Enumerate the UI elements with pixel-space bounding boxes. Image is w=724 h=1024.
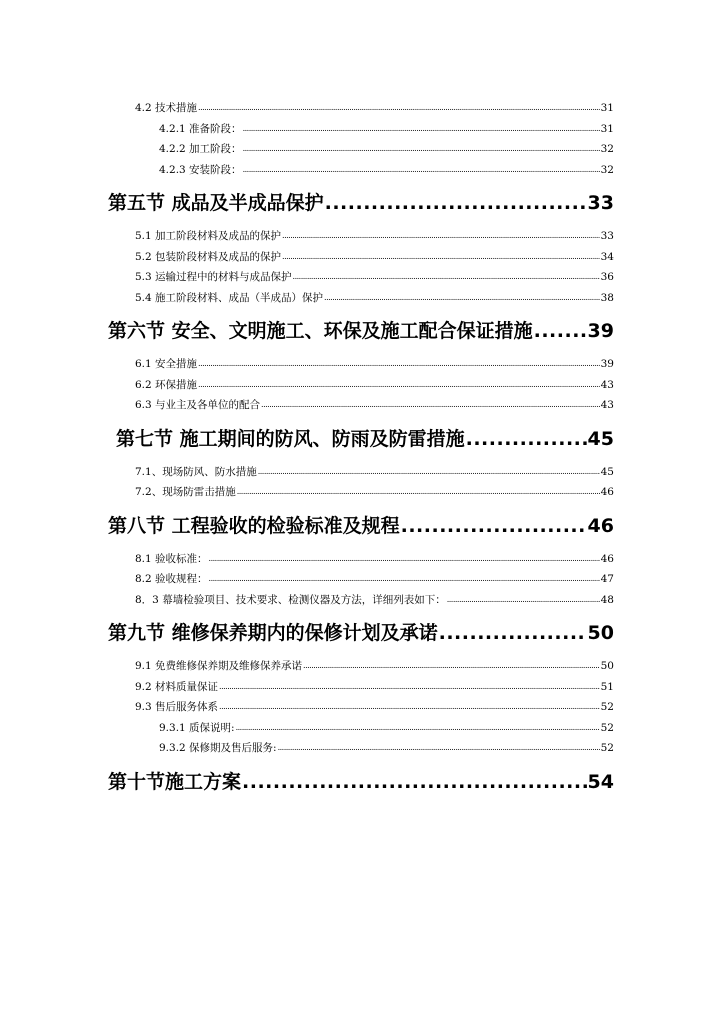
toc-dot-leader: [237, 482, 600, 503]
toc-dot-leader: [242, 765, 587, 799]
toc-page-number: 48: [600, 593, 614, 606]
toc-dot-leader: [324, 288, 600, 309]
toc-entry[interactable]: [135, 247, 614, 268]
toc-entry-label: 5.4 施工阶段材料、成品（半成品）保护: [135, 291, 324, 304]
toc-dot-leader: [209, 569, 600, 590]
toc-entry[interactable]: [135, 98, 614, 119]
toc-page-number: 46: [587, 514, 614, 537]
toc-entry-label: 第七节 施工期间的防风、防雨及防雷措施: [116, 427, 465, 450]
toc-section-heading[interactable]: [116, 422, 614, 456]
toc-entry[interactable]: [135, 395, 614, 416]
toc-entry-label: 8.1 验收标准：: [135, 552, 208, 565]
toc-page-number: 31: [600, 122, 614, 135]
toc-dot-leader: [282, 247, 600, 268]
toc-page-number: 54: [587, 770, 614, 793]
toc-entry-label: 8．3 幕墙检验项目、技术要求、检测仪器及方法，详细列表如下：: [135, 593, 446, 606]
toc-entry[interactable]: [135, 677, 614, 698]
toc-page-number: 52: [600, 701, 614, 713]
toc-page-number: 43: [600, 378, 614, 391]
toc-page-number: 47: [600, 573, 614, 585]
toc-page-number: 39: [587, 320, 614, 342]
toc-page-number: 45: [587, 427, 614, 450]
toc-entry-label: 5.1 加工阶段材料及成品的保护: [135, 230, 282, 242]
toc-entry-label: 第九节 维修保养期内的保修计划及承诺: [108, 622, 438, 644]
toc-page-number: 33: [600, 230, 614, 242]
table-of-contents: [108, 98, 614, 805]
toc-entry[interactable]: [135, 375, 614, 396]
toc-entry[interactable]: [159, 738, 614, 759]
toc-section-heading[interactable]: [108, 765, 614, 799]
toc-dot-leader: [466, 422, 587, 456]
toc-dot-leader: [219, 697, 600, 718]
toc-entry-label: 4.2.1 准备阶段：: [159, 122, 242, 135]
toc-page-number: 43: [600, 399, 614, 411]
toc-section-heading[interactable]: [108, 314, 614, 348]
toc-page-number: 51: [600, 680, 614, 693]
toc-entry-label: 5.2 包装阶段材料及成品的保护: [135, 250, 282, 263]
toc-entry-label: 9.3.2 保修期及售后服务:: [159, 742, 277, 754]
toc-entry-label: 9.3.1 质保说明:: [159, 721, 235, 734]
toc-page-number: 39: [600, 358, 614, 370]
toc-entry[interactable]: [135, 226, 614, 247]
toc-entry[interactable]: [159, 718, 614, 739]
toc-entry-label: 第十节施工方案: [108, 770, 242, 793]
toc-entry-label: 6.2 环保措施: [135, 378, 198, 391]
toc-dot-leader: [209, 549, 600, 570]
toc-section-heading[interactable]: [108, 509, 614, 543]
toc-entry-label: 4.2 技术措施: [135, 102, 198, 114]
toc-entry[interactable]: [135, 462, 614, 483]
toc-entry-label: 9.3 售后服务体系: [135, 701, 219, 713]
toc-entry[interactable]: [159, 160, 614, 181]
toc-entry[interactable]: [135, 656, 614, 677]
toc-dot-leader: [258, 462, 600, 483]
toc-dot-leader: [261, 395, 600, 416]
toc-page-number: 33: [587, 192, 614, 214]
toc-dot-leader: [534, 314, 587, 348]
toc-entry-label: 第五节 成品及半成品保护: [108, 192, 324, 214]
toc-dot-leader: [198, 354, 600, 375]
toc-entry-label: 4.2.3 安装阶段：: [159, 163, 242, 176]
toc-entry-label: 7.2、现场防雷击措施: [135, 486, 236, 498]
toc-page-number: 34: [600, 250, 614, 263]
toc-entry-label: 6.3 与业主及各单位的配合: [135, 399, 261, 411]
toc-dot-leader: [401, 509, 587, 543]
toc-dot-leader: [293, 267, 600, 288]
toc-dot-leader: [198, 375, 600, 396]
toc-dot-leader: [447, 590, 600, 611]
toc-dot-leader: [236, 718, 600, 739]
toc-entry[interactable]: [135, 288, 614, 309]
toc-entry[interactable]: [159, 119, 614, 140]
toc-dot-leader: [278, 738, 600, 759]
toc-page-number: 52: [600, 721, 614, 734]
toc-entry[interactable]: [135, 549, 614, 570]
toc-entry[interactable]: [135, 354, 614, 375]
toc-page-number: 32: [600, 163, 614, 176]
toc-dot-leader: [325, 186, 587, 220]
toc-entry[interactable]: [135, 697, 614, 718]
toc-section-heading[interactable]: [108, 616, 614, 650]
toc-section-heading[interactable]: [108, 186, 614, 220]
toc-page-number: 31: [600, 102, 614, 114]
toc-entry[interactable]: [159, 139, 614, 160]
toc-entry-label: 6.1 安全措施: [135, 358, 198, 370]
toc-entry-label: 5.3 运输过程中的材料与成品保护: [135, 271, 292, 283]
toc-dot-leader: [282, 226, 600, 247]
toc-entry-label: 9.1 免费维修保养期及维修保养承诺: [135, 660, 303, 672]
toc-page-number: 36: [600, 271, 614, 283]
toc-entry-label: 第六节 安全、文明施工、环保及施工配合保证措施: [108, 320, 533, 342]
toc-entry-label: 7.1、现场防风、防水措施: [135, 465, 257, 478]
toc-entry[interactable]: [135, 267, 614, 288]
toc-entry[interactable]: [135, 590, 614, 611]
toc-dot-leader: [303, 656, 600, 677]
toc-dot-leader: [198, 98, 600, 119]
toc-entry-label: 9.2 材料质量保证: [135, 680, 219, 693]
toc-page-number: 38: [600, 291, 614, 304]
toc-dot-leader: [219, 677, 600, 698]
toc-dot-leader: [243, 119, 600, 140]
toc-dot-leader: [439, 616, 587, 650]
toc-entry-label: 第八节 工程验收的检验标准及规程: [108, 514, 400, 537]
toc-entry-label: 8.2 验收规程：: [135, 573, 208, 585]
toc-page-number: 45: [600, 465, 614, 478]
toc-dot-leader: [243, 160, 600, 181]
toc-page-number: 46: [600, 486, 614, 498]
toc-entry[interactable]: [135, 569, 614, 590]
toc-dot-leader: [243, 139, 600, 160]
toc-entry[interactable]: [135, 482, 614, 503]
toc-entry-label: 4.2.2 加工阶段：: [159, 143, 242, 155]
toc-page-number: 50: [587, 622, 614, 644]
toc-page-number: 32: [600, 143, 614, 155]
toc-page-number: 46: [600, 552, 614, 565]
toc-page-number: 50: [600, 660, 614, 672]
toc-page-number: 52: [600, 742, 614, 754]
